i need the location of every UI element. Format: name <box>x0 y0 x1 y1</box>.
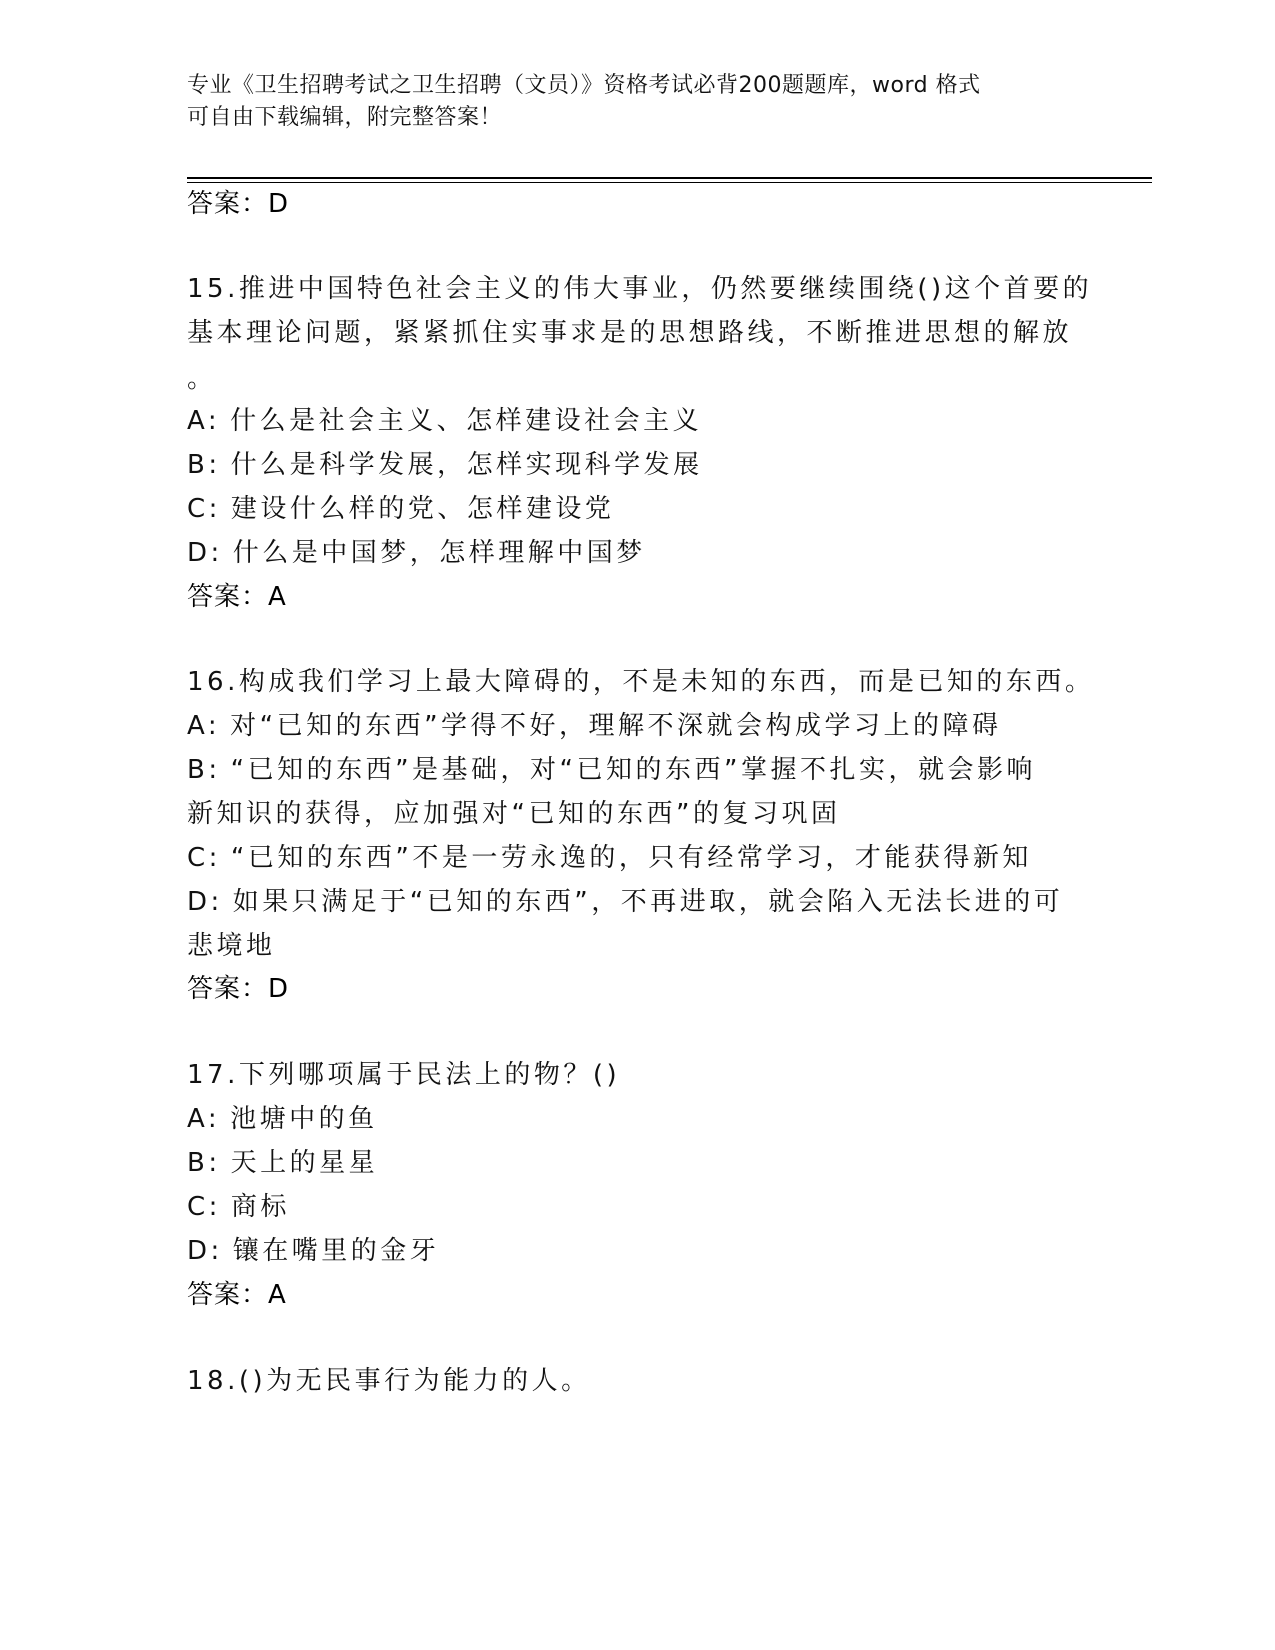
q17-option-b <box>187 1146 378 1180</box>
header-line-1: 专业《卫生招聘考试之卫生招聘（文员）》资格考试必背200题题库，word 格式 <box>187 73 981 98</box>
q15-option-d <box>187 536 646 570</box>
q16-option-a <box>187 709 1002 743</box>
q17-option-c <box>187 1190 290 1224</box>
q17-stem-line-1: 17.下列哪项属于民法上的物？() <box>187 1060 621 1090</box>
q15-option-c <box>187 492 614 526</box>
option-label: C: <box>187 494 221 524</box>
q15-answer: 答案：A <box>187 582 287 612</box>
option-text: 什么是中国梦，怎样理解中国梦 <box>232 538 646 568</box>
previous-answer: 答案：D <box>187 189 290 219</box>
option-label: C: <box>187 1192 221 1222</box>
q15-stem-line-3: 。 <box>187 364 217 394</box>
option-label: D: <box>187 538 223 568</box>
option-text: “已知的东西”不是一劳永逸的，只有经常学习，才能获得新知 <box>230 843 1032 873</box>
option-text: 镶在嘴里的金牙 <box>232 1236 440 1266</box>
option-text: 池塘中的鱼 <box>230 1104 378 1134</box>
q16-option-b <box>187 753 1036 787</box>
q15-stem-line-1: 15.推进中国特色社会主义的伟大事业，仍然要继续围绕()这个首要的 <box>187 274 1093 304</box>
document-header <box>187 70 1087 134</box>
q16-stem-line-1: 16.构成我们学习上最大障碍的，不是未知的东西，而是已知的东西。 <box>187 667 1095 697</box>
option-text: 商标 <box>230 1192 290 1222</box>
q16-option-d-line-2: 悲境地 <box>187 931 276 961</box>
option-label: B: <box>187 1148 221 1178</box>
option-text: 如果只满足于“已知的东西”，不再进取，就会陷入无法长进的可 <box>232 887 1064 917</box>
header-rule-thin <box>187 182 1152 183</box>
header-rule-thick <box>187 177 1152 179</box>
q16-option-c <box>187 841 1032 875</box>
header-line-2: 可自由下载编辑，附完整答案！ <box>187 105 503 130</box>
option-label: A: <box>187 1104 221 1134</box>
q17-option-d <box>187 1234 439 1268</box>
option-label: B: <box>187 755 221 785</box>
q17-answer: 答案：A <box>187 1280 287 1310</box>
option-label: C: <box>187 843 221 873</box>
q15-stem-line-2: 基本理论问题，紧紧抓住实事求是的思想路线，不断推进思想的解放 <box>187 318 1073 348</box>
q16-answer: 答案：D <box>187 974 290 1004</box>
option-text: 对“已知的东西”学得不好，理解不深就会构成学习上的障碍 <box>230 711 1002 741</box>
q15-option-b <box>187 448 703 482</box>
option-text: 什么是科学发展，怎样实现科学发展 <box>230 450 703 480</box>
q16-option-b-line-2: 新知识的获得，应加强对“已知的东西”的复习巩固 <box>187 799 841 829</box>
q15-option-a <box>187 404 702 438</box>
q17-option-a <box>187 1102 378 1136</box>
option-text: 什么是社会主义、怎样建设社会主义 <box>230 406 703 436</box>
option-label: A: <box>187 711 221 741</box>
option-text: 天上的星星 <box>230 1148 379 1178</box>
option-text: “已知的东西”是基础，对“已知的东西”掌握不扎实，就会影响 <box>230 755 1036 785</box>
q18-stem-line-1: 18.()为无民事行为能力的人。 <box>187 1366 591 1396</box>
option-text: 建设什么样的党、怎样建设党 <box>230 494 615 524</box>
q16-option-d <box>187 885 1063 919</box>
option-label: A: <box>187 406 221 436</box>
option-label: D: <box>187 887 223 917</box>
option-label: B: <box>187 450 221 480</box>
option-label: D: <box>187 1236 223 1266</box>
